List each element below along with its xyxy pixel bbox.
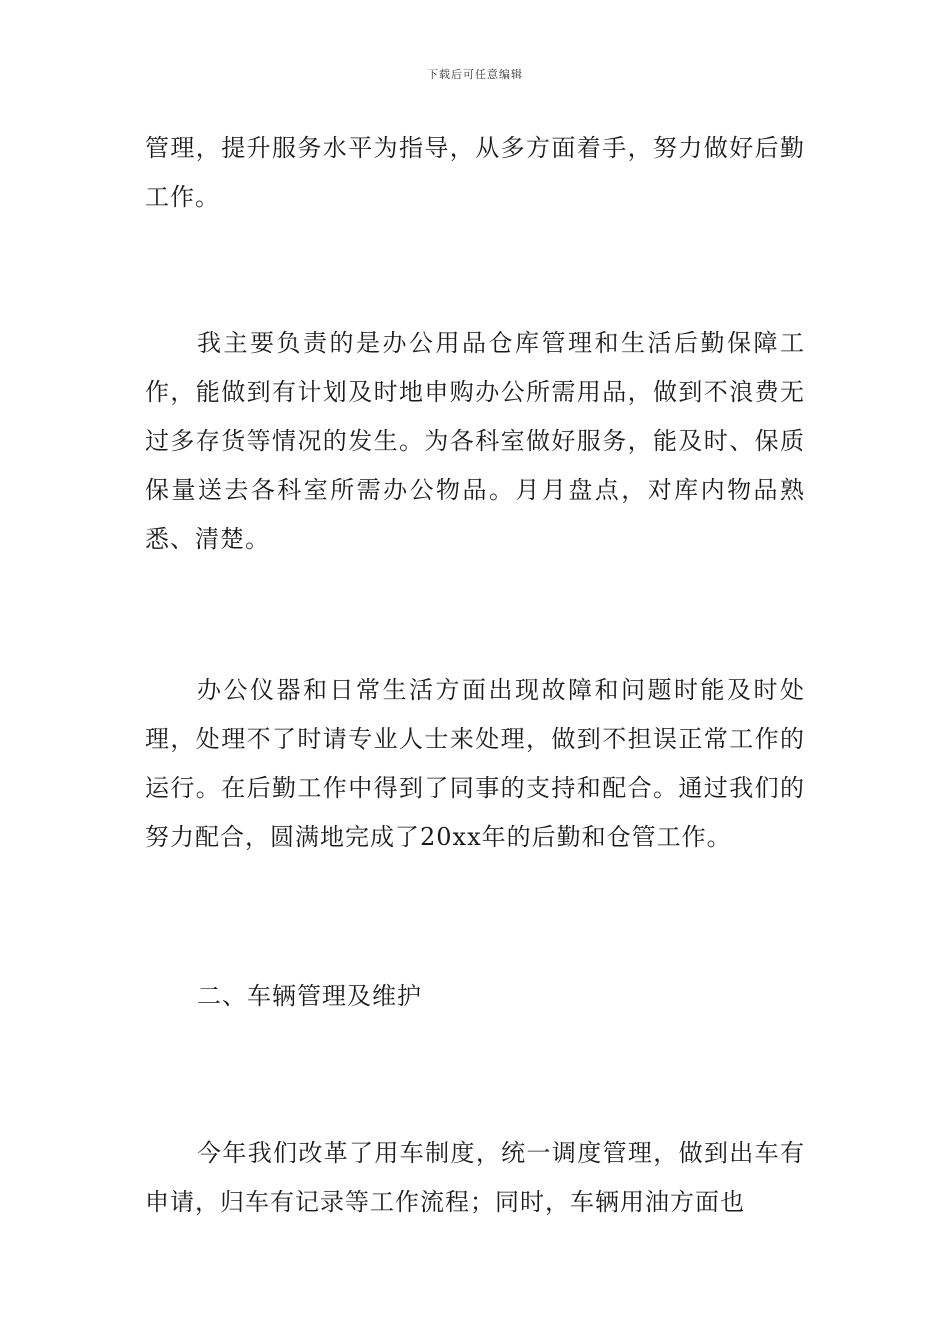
paragraph-equipment-maintenance: 办公仪器和日常生活方面出现故障和问题时能及时处理，处理不了时请专业人士来处理，做到不担误正常工作的运行。在后勤工作中得到了同事的支持和配合。通过我们的努力配合，圆满地完成了20xx年的后勤和仓管工作。 [145,676,805,851]
paragraph-warehouse-management: 我主要负责的是办公用品仓库管理和生活后勤保障工作，能做到有计划及时地申购办公所需用品，做到不浪费无过多存货等情况的发生。为各科室做好服务，能及时、保质保量送去各科室所需办公物品。月月盘点，对库内物品熟悉、清楚。 [145,329,805,553]
paragraph-vehicle-policy: 今年我们改革了用车制度，统一调度管理，做到出车有申请，归车有记录等工作流程；同时，车辆用油方面也 [145,1139,805,1216]
paragraph-continuation: 管理，提升服务水平为指导，从多方面着手，努力做好后勤工作。 [145,134,805,211]
section-heading-vehicle-management: 二、车辆管理及维护 [197,982,422,1010]
page-header-note: 下载后可任意编辑 [427,68,523,81]
document-body [145,124,805,1227]
